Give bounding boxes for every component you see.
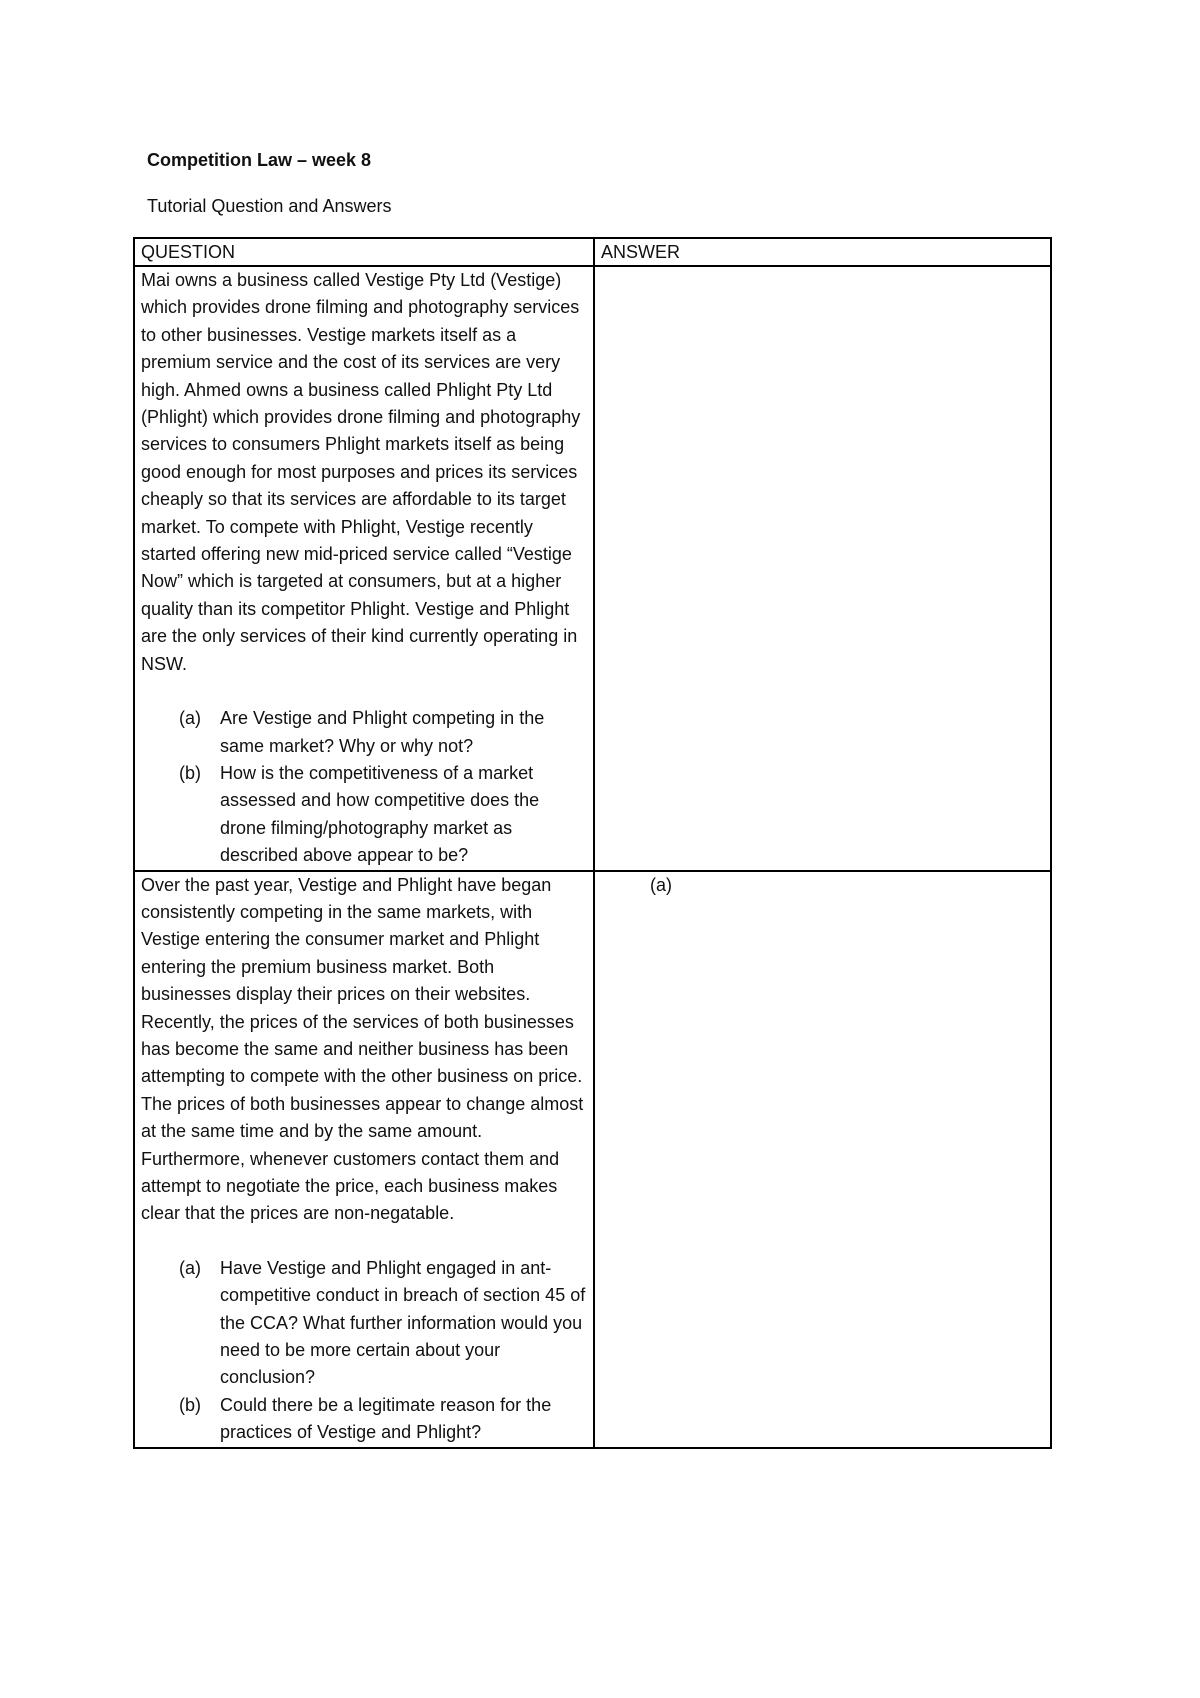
question-text: Over the past year, Vestige and Phlight have began consistently competing in the same markets, with Vestige entering the consumer market and Phlight entering the premium business market. Both businesses display their prices on their websites. Recently, the prices of the services of both businesses has become the same and neither business has been attempting to compete with the other business on price. The prices of both businesses appear to change almost at the same time and by the same amount. Furthermore, whenever customers contact them and attempt to negotiate the price, each business makes clear that the prices are non-negatable.	[141, 874, 584, 1224]
answer-text: (a)	[650, 874, 672, 895]
sub-question-marker: (b)	[179, 762, 201, 783]
sub-question-marker: (b)	[179, 1394, 201, 1415]
table-row	[134, 266, 1051, 871]
answer-cell[interactable]	[594, 266, 1051, 871]
sub-question-list	[141, 1255, 587, 1447]
column-header-question: QUESTION	[134, 238, 594, 266]
sub-question-list	[141, 705, 587, 869]
table-header-row	[134, 238, 1051, 266]
document-subtitle: Tutorial Question and Answers	[147, 196, 392, 216]
sub-question-text: Could there be a legitimate reason for the practices of Vestige and Phlight?	[220, 1394, 552, 1443]
answer-cell[interactable]	[594, 871, 1051, 1448]
document-title: Competition Law – week 8	[147, 150, 372, 170]
sub-question-marker: (a)	[179, 708, 201, 729]
sub-question-text: Have Vestige and Phlight engaged in ant-competitive conduct in breach of section 45 of the CCA? What further information would you need to be more certain about your conclusion?	[220, 1257, 586, 1388]
question-cell	[134, 871, 594, 1448]
table-row	[134, 871, 1051, 1448]
sub-question	[141, 1392, 587, 1447]
sub-question-text: How is the competitiveness of a market assessed and how competitive does the drone filming/photography market as described above appear to be?	[220, 762, 540, 866]
sub-question	[141, 760, 587, 870]
sub-question-marker: (a)	[179, 1257, 201, 1278]
sub-question-text: Are Vestige and Phlight competing in the same market? Why or why not?	[220, 708, 545, 756]
column-header-answer: ANSWER	[594, 238, 1051, 266]
sub-question	[141, 705, 587, 760]
question-text: Mai owns a business called Vestige Pty Ltd (Vestige) which provides drone filming and photography services to other businesses. Vestige markets itself as a premium service and the cost of its services are very high. Ahmed owns a business called Phlight Pty Ltd (Phlight) which provides drone filming and photography services to consumers Phlight markets itself as being good enough for most purposes and prices its services cheaply so that its services are affordable to its target market. To compete with Phlight, Vestige recently started offering new mid-priced service called “Vestige Now” which is targeted at consumers, but at a higher quality than its competitor Phlight. Vestige and Phlight are the only services of their kind currently operating in NSW.	[141, 270, 581, 674]
spacer	[141, 1228, 587, 1255]
qa-table	[133, 237, 1052, 1449]
spacer	[141, 678, 587, 705]
sub-question	[141, 1255, 587, 1392]
question-cell	[134, 266, 594, 871]
